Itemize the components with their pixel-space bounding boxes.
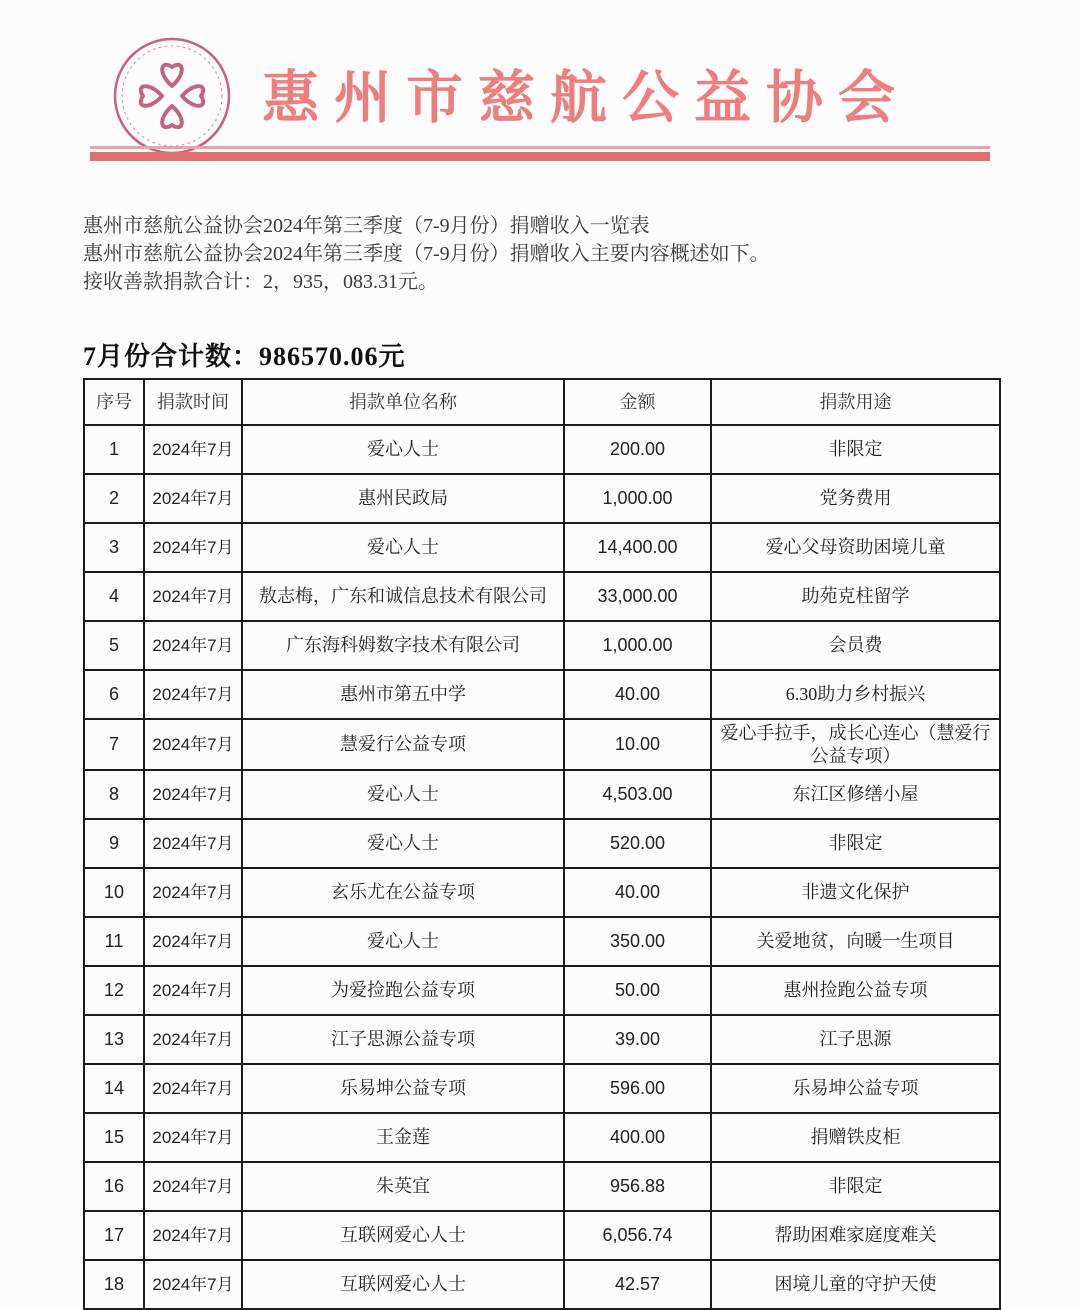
cell-donor: 朱英宜 [242,1162,564,1211]
donation-table-header [84,379,1000,425]
intro-line-3: 接收善款捐款合计：2，935，083.31元。 [83,271,438,293]
cell-date: 2024年7月 [144,819,242,868]
cell-amount: 42.57 [564,1260,711,1309]
cell-amount: 50.00 [564,966,711,1015]
charity-logo-icon [106,30,238,160]
cell-amount: 39.00 [564,1015,711,1064]
cell-amount: 200.00 [564,425,711,474]
cell-donor: 惠州民政局 [242,474,564,523]
col-header-purpose: 捐款用途 [711,379,1000,425]
cell-date: 2024年7月 [144,719,242,770]
cell-amount: 40.00 [564,868,711,917]
cell-donor: 敖志梅，广东和诚信息技术有限公司 [242,572,564,621]
table-row [84,917,1000,966]
cell-no: 9 [84,819,144,868]
table-row [84,425,1000,474]
table-row [84,1162,1000,1211]
letterhead [0,0,1080,170]
cell-donor: 玄乐尤在公益专项 [242,868,564,917]
cell-date: 2024年7月 [144,670,242,719]
cell-purpose: 会员费 [711,621,1000,670]
donation-table-body [84,425,1000,1309]
cell-no: 11 [84,917,144,966]
cell-no: 4 [84,572,144,621]
cell-donor: 王金莲 [242,1113,564,1162]
july-subtotal-heading: 7月份合计数：986570.06元 [83,342,406,371]
cell-amount: 400.00 [564,1113,711,1162]
cell-no: 6 [84,670,144,719]
cell-no: 1 [84,425,144,474]
cell-date: 2024年7月 [144,621,242,670]
cell-amount: 1,000.00 [564,621,711,670]
cell-date: 2024年7月 [144,966,242,1015]
cell-purpose: 爱心手拉手，成长心连心（慧爱行公益专项） [711,719,1000,770]
cell-purpose: 惠州捡跑公益专项 [711,966,1000,1015]
cell-purpose: 江子思源 [711,1015,1000,1064]
cell-purpose: 困境儿童的守护天使 [711,1260,1000,1309]
cell-date: 2024年7月 [144,1015,242,1064]
table-row [84,966,1000,1015]
cell-purpose: 6.30助力乡村振兴 [711,670,1000,719]
table-row [84,523,1000,572]
cell-donor: 江子思源公益专项 [242,1015,564,1064]
cell-date: 2024年7月 [144,917,242,966]
cell-date: 2024年7月 [144,1211,242,1260]
cell-no: 10 [84,868,144,917]
cell-donor: 乐易坤公益专项 [242,1064,564,1113]
col-header-date: 捐款时间 [144,379,242,425]
table-row [84,572,1000,621]
cell-purpose: 捐赠铁皮柜 [711,1113,1000,1162]
table-row [84,868,1000,917]
cell-amount: 6,056.74 [564,1211,711,1260]
cell-date: 2024年7月 [144,572,242,621]
cell-purpose: 党务费用 [711,474,1000,523]
cell-donor: 爱心人士 [242,819,564,868]
cell-amount: 33,000.00 [564,572,711,621]
cell-donor: 爱心人士 [242,523,564,572]
intro-line-2: 惠州市慈航公益协会2024年第三季度（7-9月份）捐赠收入主要内容概述如下。 [83,243,770,265]
cell-amount: 14,400.00 [564,523,711,572]
cell-donor: 爱心人士 [242,917,564,966]
cell-amount: 956.88 [564,1162,711,1211]
cell-date: 2024年7月 [144,1162,242,1211]
cell-no: 18 [84,1260,144,1309]
col-header-no: 序号 [84,379,144,425]
table-row [84,670,1000,719]
cell-purpose: 东江区修缮小屋 [711,770,1000,819]
intro-line-1: 惠州市慈航公益协会2024年第三季度（7-9月份）捐赠收入一览表 [83,215,650,237]
cell-amount: 1,000.00 [564,474,711,523]
table-row [84,819,1000,868]
cell-no: 8 [84,770,144,819]
cell-donor: 爱心人士 [242,425,564,474]
header-row [84,379,1000,425]
letterhead-rule-thin [90,146,990,149]
table-row [84,1064,1000,1113]
cell-date: 2024年7月 [144,474,242,523]
table-row [84,1015,1000,1064]
col-header-amount: 金额 [564,379,711,425]
donation-table [83,378,1001,1310]
cell-no: 13 [84,1015,144,1064]
cell-no: 7 [84,719,144,770]
cell-purpose: 助苑克柱留学 [711,572,1000,621]
cell-no: 14 [84,1064,144,1113]
cell-no: 5 [84,621,144,670]
cell-date: 2024年7月 [144,770,242,819]
table-row [84,1113,1000,1162]
table-row [84,719,1000,770]
table-row [84,621,1000,670]
cell-donor: 爱心人士 [242,770,564,819]
cell-date: 2024年7月 [144,1260,242,1309]
cell-no: 17 [84,1211,144,1260]
cell-date: 2024年7月 [144,868,242,917]
letterhead-rule-thick [90,152,990,161]
cell-no: 15 [84,1113,144,1162]
cell-donor: 互联网爱心人士 [242,1211,564,1260]
cell-purpose: 非限定 [711,819,1000,868]
col-header-donor: 捐款单位名称 [242,379,564,425]
cell-amount: 520.00 [564,819,711,868]
cell-amount: 10.00 [564,719,711,770]
cell-purpose: 非遗文化保护 [711,868,1000,917]
table-row [84,770,1000,819]
cell-donor: 互联网爱心人士 [242,1260,564,1309]
cell-date: 2024年7月 [144,1064,242,1113]
cell-purpose: 非限定 [711,1162,1000,1211]
cell-no: 2 [84,474,144,523]
cell-purpose: 关爱地贫，向暖一生项目 [711,917,1000,966]
cell-donor: 慧爱行公益专项 [242,719,564,770]
cell-donor: 广东海科姆数字技术有限公司 [242,621,564,670]
cell-purpose: 乐易坤公益专项 [711,1064,1000,1113]
cell-donor: 惠州市第五中学 [242,670,564,719]
cell-date: 2024年7月 [144,1113,242,1162]
cell-donor: 为爱捡跑公益专项 [242,966,564,1015]
cell-no: 16 [84,1162,144,1211]
cell-amount: 40.00 [564,670,711,719]
cell-amount: 4,503.00 [564,770,711,819]
cell-purpose: 帮助困难家庭度难关 [711,1211,1000,1260]
cell-date: 2024年7月 [144,425,242,474]
table-row [84,1260,1000,1309]
cell-purpose: 非限定 [711,425,1000,474]
org-title: 惠州市慈航公益协会 [262,66,910,130]
cell-amount: 596.00 [564,1064,711,1113]
cell-no: 3 [84,523,144,572]
cell-amount: 350.00 [564,917,711,966]
cell-date: 2024年7月 [144,523,242,572]
cell-no: 12 [84,966,144,1015]
intro-paragraph [83,212,943,296]
table-row [84,1211,1000,1260]
cell-purpose: 爱心父母资助困境儿童 [711,523,1000,572]
table-row [84,474,1000,523]
